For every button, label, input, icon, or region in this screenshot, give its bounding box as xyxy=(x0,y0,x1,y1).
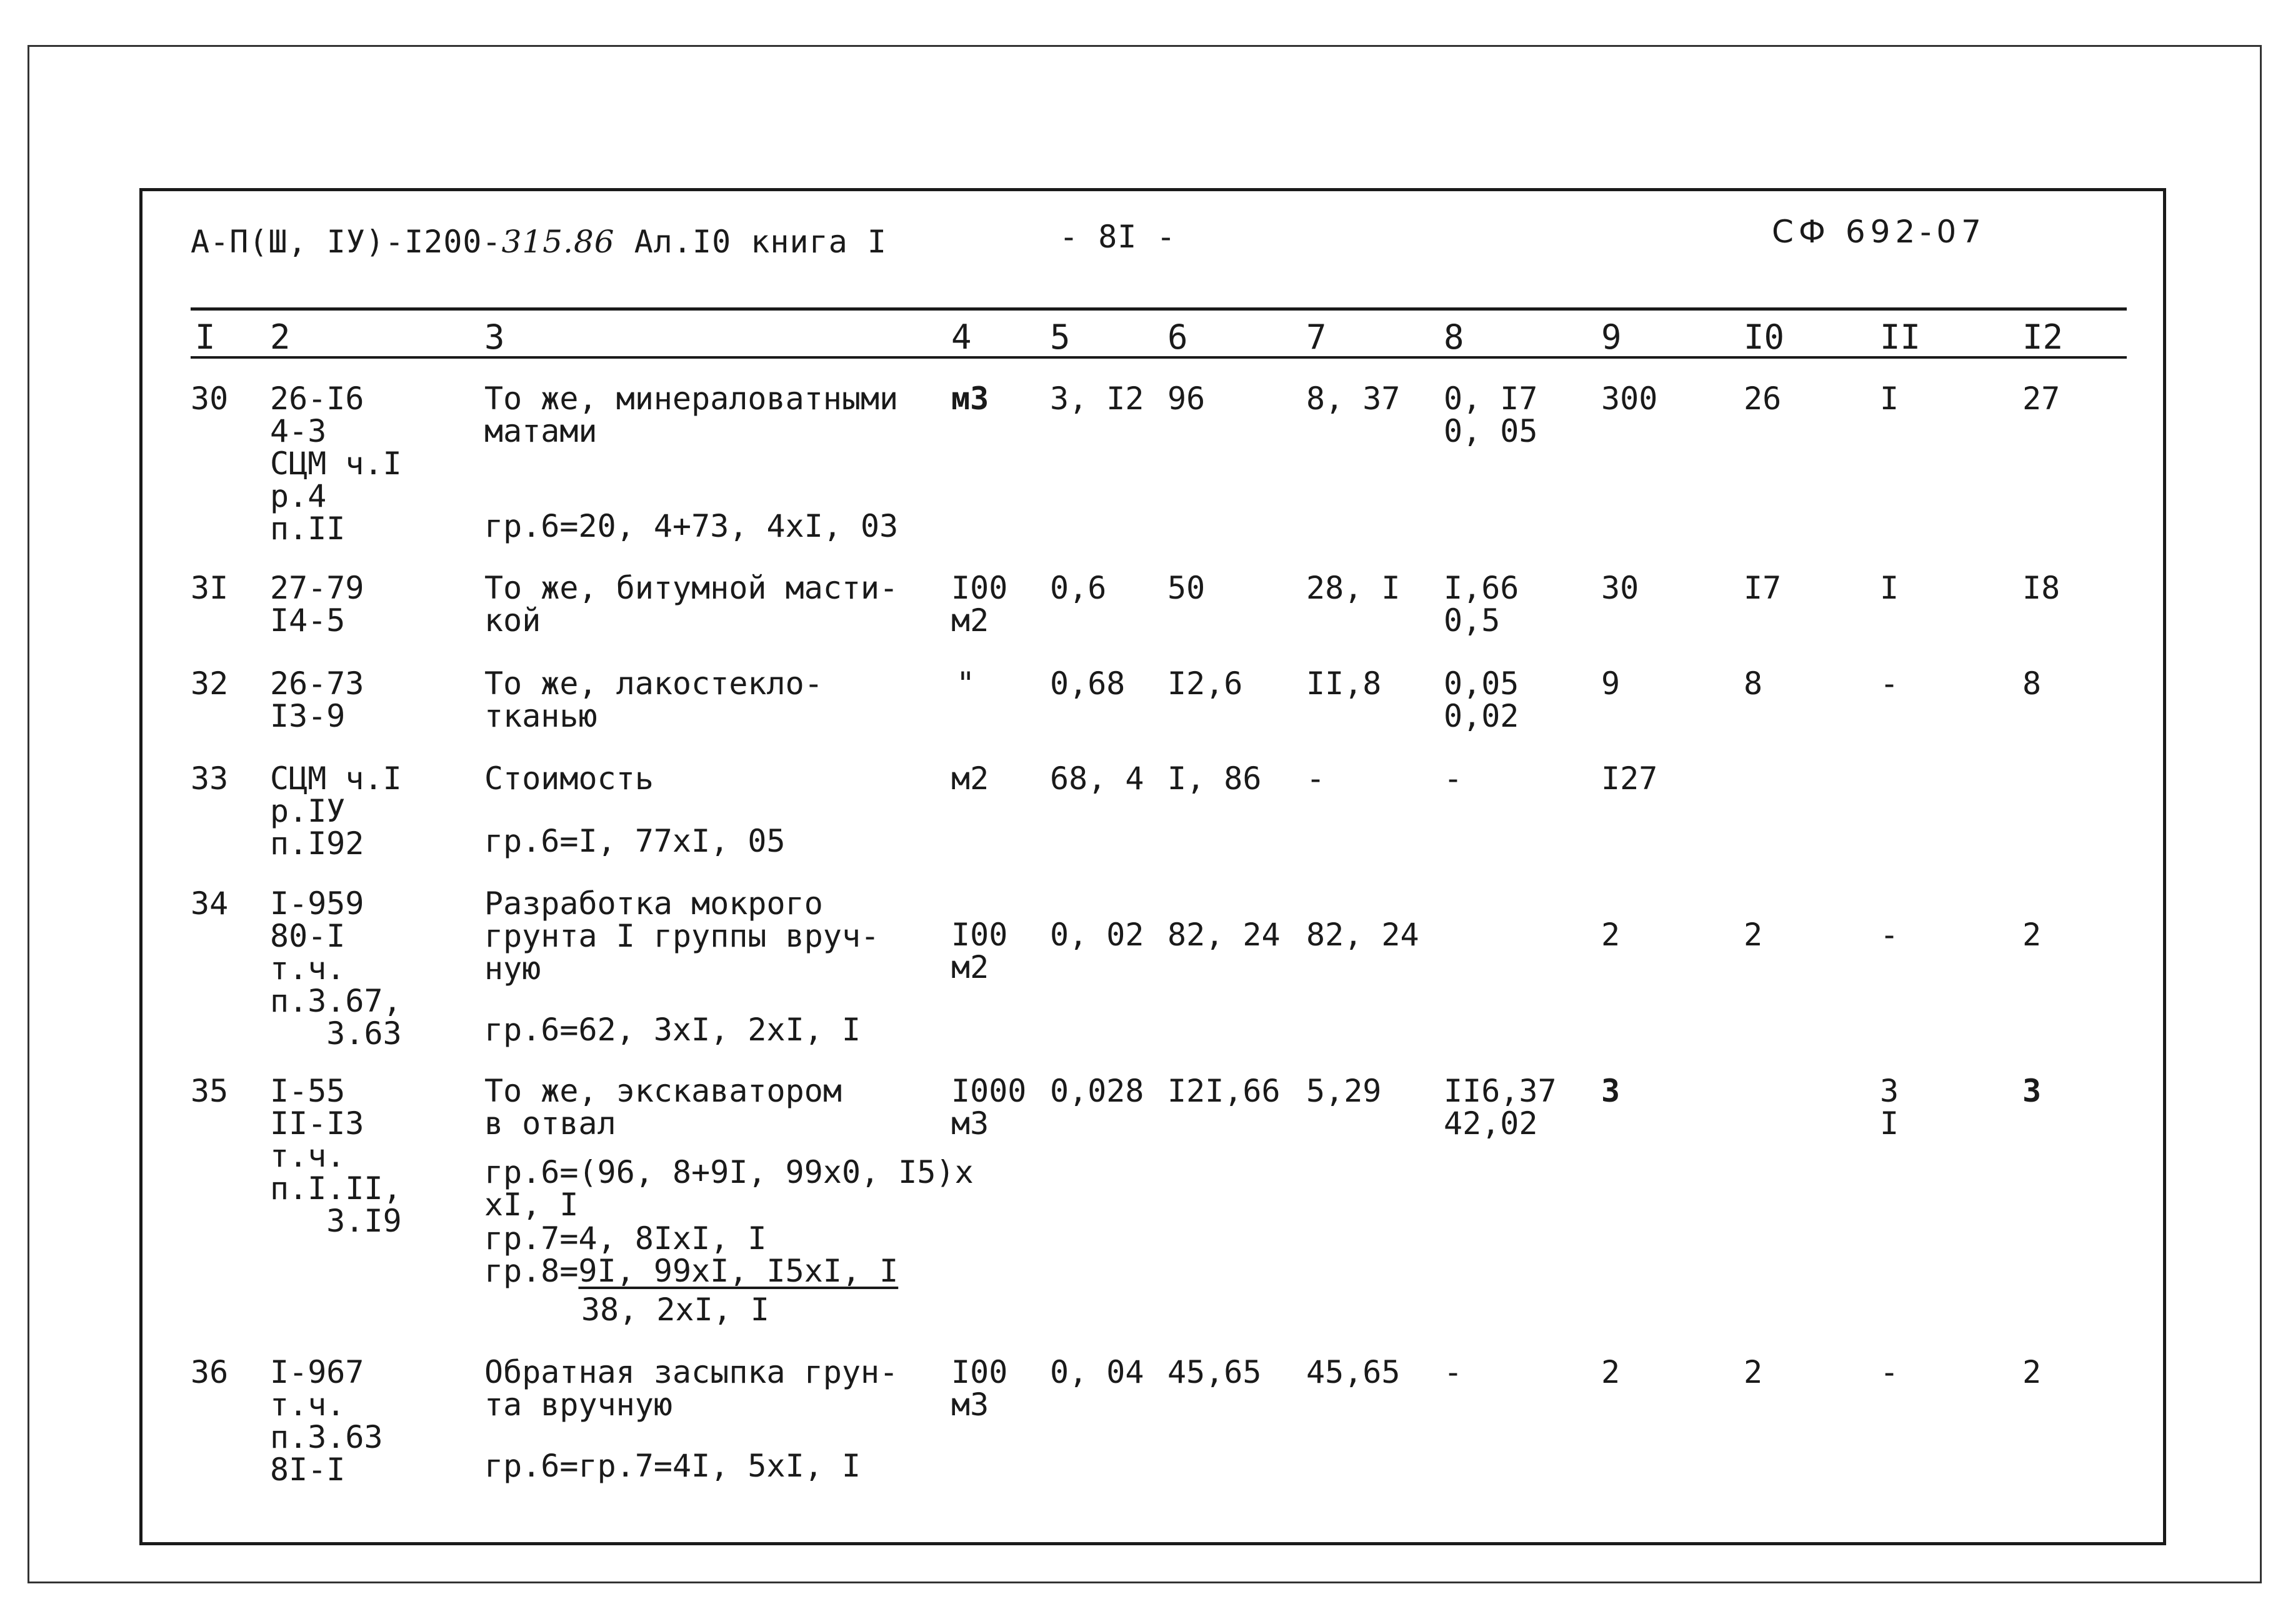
row-35-formula-3-label: гр.8= xyxy=(484,1253,579,1289)
column-header-3: 3 xyxy=(484,317,505,357)
row-30-col7: 8, 37 xyxy=(1306,381,1401,417)
row-33-unit: м2 xyxy=(951,760,989,797)
row-33-col5: 68, 4 xyxy=(1050,760,1144,797)
row-30-col8: 0, I7 0, 05 xyxy=(1444,381,1538,449)
row-30-col5: 3, I2 xyxy=(1050,381,1144,417)
document-code-prefix: А-П(Ш, IУ)-I200- xyxy=(191,224,502,260)
series-stamp: СФ 692-07 xyxy=(1772,214,1986,250)
table-top-rule xyxy=(191,307,2127,311)
row-32-col9: 9 xyxy=(1601,665,1621,702)
row-35-col7: 5,29 xyxy=(1306,1073,1382,1109)
row-36-number: 36 xyxy=(191,1354,229,1390)
column-header-1: I xyxy=(195,317,216,357)
document-code-suffix: Ал.I0 книга I xyxy=(614,224,887,260)
row-36-description: Обратная засыпка грун- та вручную xyxy=(484,1354,899,1423)
row-30-number: 30 xyxy=(191,381,229,417)
page-number: - 8I - xyxy=(1059,219,1176,255)
row-30-unit: м3 xyxy=(951,381,989,417)
row-31-col7: 28, I xyxy=(1306,570,1401,606)
row-35-col8: II6,37 42,02 xyxy=(1444,1073,1557,1142)
row-36-col9: 2 xyxy=(1601,1354,1621,1390)
row-30-formula: гр.6=20, 4+73, 4хI, 03 xyxy=(484,508,899,544)
row-32-description: То же, лакостекло- тканью xyxy=(484,665,823,734)
column-header-4: 4 xyxy=(951,317,972,357)
row-35-formula-3 xyxy=(484,1255,898,1287)
row-34-reference: I-959 80-I т.ч. п.3.67, 3.63 xyxy=(270,885,402,1052)
row-34-col10: 2 xyxy=(1744,917,1763,953)
row-34-description: Разработка мокрого грунта I группы вруч- ную xyxy=(484,885,880,987)
row-33-col9: I27 xyxy=(1601,760,1658,797)
row-31-col11: I xyxy=(1880,570,1899,606)
row-33-reference: СЦМ ч.I р.IУ п.I92 xyxy=(270,760,402,862)
row-31-number: 3I xyxy=(191,570,229,606)
row-32-number: 32 xyxy=(191,665,229,702)
row-32-col11: - xyxy=(1880,665,1899,702)
row-36-col10: 2 xyxy=(1744,1354,1763,1390)
row-30-col12: 27 xyxy=(2022,381,2061,417)
row-34-col7: 82, 24 xyxy=(1306,917,1419,953)
row-35-formula-2: гр.7=4, 8IхI, I xyxy=(484,1220,767,1257)
row-36-col8: - xyxy=(1444,1354,1463,1390)
row-36-unit: I00 м3 xyxy=(951,1354,1008,1423)
row-33-col7: - xyxy=(1306,760,1326,797)
column-header-7: 7 xyxy=(1306,317,1327,357)
document-code xyxy=(191,224,887,260)
row-36-formula: гр.6=гр.7=4I, 5хI, I xyxy=(484,1448,861,1484)
row-32-col8: 0,05 0,02 xyxy=(1444,665,1519,734)
row-31-col10: I7 xyxy=(1744,570,1782,606)
row-35-col5: 0,028 xyxy=(1050,1073,1144,1109)
row-34-col5: 0, 02 xyxy=(1050,917,1144,953)
row-33-formula: гр.6=I, 77хI, 05 xyxy=(484,823,786,859)
row-35-col11: 3 I xyxy=(1880,1073,1899,1142)
row-34-number: 34 xyxy=(191,885,229,922)
row-34-col6: 82, 24 xyxy=(1167,917,1281,953)
row-32-col6: I2,6 xyxy=(1167,665,1243,702)
row-31-col12: I8 xyxy=(2022,570,2061,606)
column-header-5: 5 xyxy=(1050,317,1071,357)
row-32-reference: 26-73 I3-9 xyxy=(270,665,364,734)
table-header-rule xyxy=(191,356,2127,359)
row-36-col5: 0, 04 xyxy=(1050,1354,1144,1390)
row-31-reference: 27-79 I4-5 xyxy=(270,570,364,639)
column-header-11: II xyxy=(1880,317,1921,357)
document-code-handwritten: 315.86 xyxy=(501,224,615,260)
row-31-col6: 50 xyxy=(1167,570,1206,606)
row-36-reference: I-967 т.ч. п.3.63 8I-I xyxy=(270,1354,383,1488)
row-36-col12: 2 xyxy=(2022,1354,2042,1390)
row-36-col6: 45,65 xyxy=(1167,1354,1262,1390)
row-33-description: Стоимость xyxy=(484,760,654,797)
row-30-description: То же, минераловатными матами xyxy=(484,381,899,449)
row-33-number: 33 xyxy=(191,760,229,797)
row-31-col9: 30 xyxy=(1601,570,1639,606)
row-33-col6: I, 86 xyxy=(1167,760,1262,797)
row-32-col10: 8 xyxy=(1744,665,1763,702)
row-31-col5: 0,6 xyxy=(1050,570,1107,606)
row-34-col12: 2 xyxy=(2022,917,2042,953)
row-35-col6: I2I,66 xyxy=(1167,1073,1281,1109)
row-35-col12: 3 xyxy=(2022,1073,2042,1109)
column-header-6: 6 xyxy=(1167,317,1188,357)
row-35-formula-3-numerator: 9I, 99хI, I5хI, I xyxy=(578,1253,899,1289)
column-header-10: I0 xyxy=(1744,317,1785,357)
row-32-col7: II,8 xyxy=(1306,665,1382,702)
row-34-unit: I00 м2 xyxy=(951,917,1008,985)
row-32-col5: 0,68 xyxy=(1050,665,1126,702)
row-32-unit: " xyxy=(956,665,976,702)
row-35-number: 35 xyxy=(191,1073,229,1109)
row-31-col8: I,66 0,5 xyxy=(1444,570,1519,639)
row-35-col9: 3 xyxy=(1601,1073,1621,1109)
column-header-12: I2 xyxy=(2022,317,2064,357)
row-35-reference: I-55 II-I3 т.ч. п.I.II, 3.I9 xyxy=(270,1073,402,1239)
row-32-col12: 8 xyxy=(2022,665,2042,702)
row-34-col9: 2 xyxy=(1601,917,1621,953)
row-35-description: То же, экскаватором в отвал xyxy=(484,1073,842,1142)
row-36-col11: - xyxy=(1880,1354,1899,1390)
row-35-formula-3-denominator: 38, 2хI, I xyxy=(581,1292,770,1328)
row-30-reference: 26-I6 4-3 СЦМ ч.I р.4 п.II xyxy=(270,381,402,547)
row-34-formula: гр.6=62, 3хI, 2хI, I xyxy=(484,1012,861,1048)
row-31-unit: I00 м2 xyxy=(951,570,1008,639)
column-header-9: 9 xyxy=(1601,317,1622,357)
row-35-unit: I000 м3 xyxy=(951,1073,1027,1142)
row-35-formula-1: гр.6=(96, 8+9I, 99х0, I5)х хI, I xyxy=(484,1154,974,1223)
column-header-2: 2 xyxy=(270,317,291,357)
row-31-description: То же, битумной масти- кой xyxy=(484,570,899,639)
row-30-col10: 26 xyxy=(1744,381,1782,417)
row-30-col9: 300 xyxy=(1601,381,1658,417)
row-30-col11: I xyxy=(1880,381,1899,417)
column-header-8: 8 xyxy=(1444,317,1464,357)
inner-frame xyxy=(139,188,2166,1545)
row-34-col11: - xyxy=(1880,917,1899,953)
row-36-col7: 45,65 xyxy=(1306,1354,1401,1390)
row-30-col6: 96 xyxy=(1167,381,1206,417)
row-33-col8: - xyxy=(1444,760,1463,797)
